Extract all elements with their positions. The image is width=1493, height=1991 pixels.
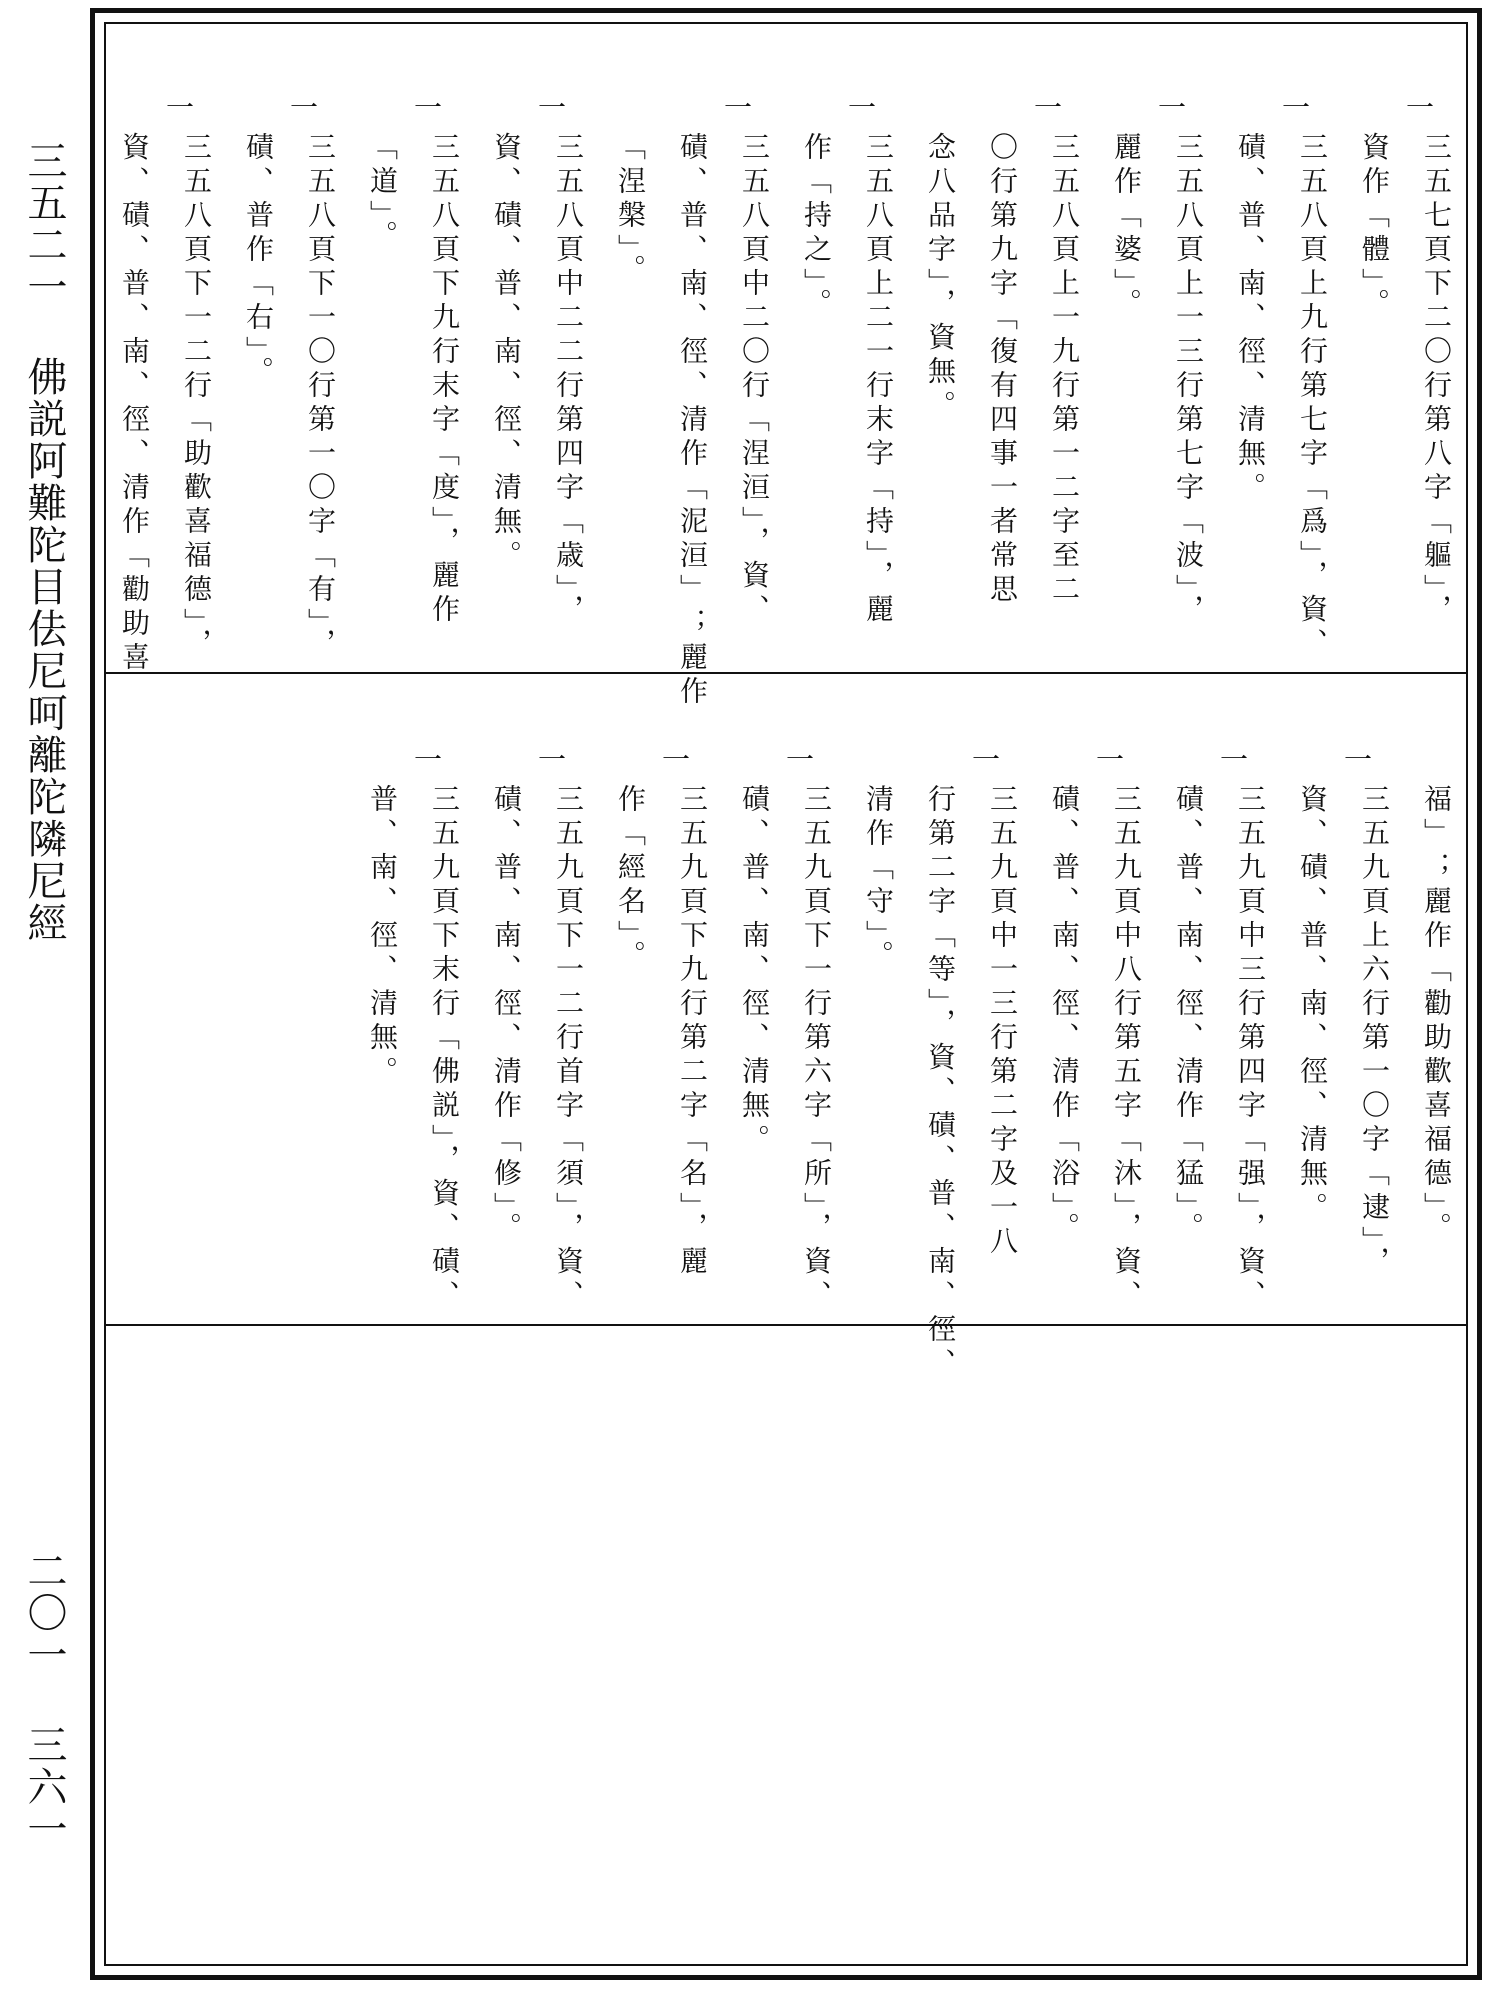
note-bullet: 一	[786, 743, 815, 776]
note-column	[1274, 674, 1334, 1324]
note-text: 磧、普、南、徑、清作「猛」。	[1172, 784, 1205, 1246]
note-column	[96, 22, 156, 676]
note-bullet: 一	[724, 91, 753, 124]
note-column	[778, 674, 838, 1324]
note-text: 三五九頁中八行第五字「沐」，資、	[1110, 784, 1143, 1314]
note-column	[1212, 22, 1272, 672]
note-text: 磧、普作「右」。	[242, 132, 275, 390]
note-text: 〇行第九字「復有四事一者常思	[986, 132, 1019, 608]
note-text: 行第二字「等」，資、磧、普、南、徑、	[924, 784, 957, 1382]
note-column	[1088, 674, 1148, 1324]
note-text: 資、磧、普、南、徑、清作「勸助喜	[118, 132, 151, 676]
note-bullet: 一	[848, 91, 877, 124]
note-column	[530, 674, 590, 1324]
note-bullet: 一	[166, 91, 195, 124]
note-text: 三五八頁上一九行第一二字至二	[1048, 132, 1081, 608]
note-text: 磧、普、南、徑、清作「浴」。	[1048, 784, 1081, 1246]
note-column	[1088, 22, 1148, 672]
note-column	[902, 674, 962, 1382]
note-column	[778, 22, 838, 672]
note-text: 三五九頁下末行「佛説」，資、磧、	[428, 784, 461, 1314]
note-text: 磧、普、南、徑、清作「修」。	[490, 784, 523, 1246]
note-text: 三五九頁下一二行首字「須」，資、	[552, 784, 585, 1314]
note-text: 三五七頁下二〇行第八字「軀」，	[1420, 132, 1453, 628]
note-bullet: 一	[290, 91, 319, 124]
note-text: 念八品字」，資無。	[924, 132, 957, 424]
note-column	[840, 674, 900, 1324]
note-text: 磧、普、南、徑、清無。	[738, 784, 771, 1158]
note-column	[1336, 674, 1396, 1324]
note-column	[1274, 22, 1334, 672]
note-column	[964, 22, 1024, 672]
note-text: 資作「體」。	[1358, 132, 1391, 322]
note-text: 作「持之」。	[800, 132, 833, 322]
note-text: 三五八頁上一三行第七字「波」，	[1172, 132, 1205, 628]
page-number: 二〇一 三六一	[21, 1550, 67, 1850]
note-column	[344, 22, 404, 672]
note-column	[1026, 22, 1086, 672]
note-text: 三五八頁下一〇行第一〇字「有」，	[304, 132, 337, 662]
note-column	[716, 22, 776, 672]
note-bullet: 一	[1220, 743, 1249, 776]
note-column	[1398, 22, 1458, 672]
note-bullet: 一	[662, 743, 691, 776]
note-column	[158, 22, 218, 672]
note-bullet: 一	[1406, 91, 1435, 124]
note-text: 麗作「婆」。	[1110, 132, 1143, 322]
note-bullet: 一	[538, 743, 567, 776]
note-column	[654, 674, 714, 1324]
note-column	[654, 22, 714, 710]
note-column	[1398, 674, 1458, 1324]
note-text: 作「經名」。	[614, 784, 647, 974]
note-text: 三五八頁下九行末字「度」，麗作	[428, 132, 461, 628]
note-text: 三五九頁上六行第一〇字「逮」，	[1358, 784, 1391, 1280]
note-text: 資、磧、普、南、徑、清無。	[1296, 784, 1329, 1226]
section-divider-bottom	[104, 1324, 1468, 1326]
running-title: 三五二一 佛説阿難陀目佉尼呵離陀隣尼經	[21, 140, 67, 944]
notes-section-bottom	[104, 674, 1468, 1382]
note-column	[1026, 674, 1086, 1324]
note-column	[530, 22, 590, 672]
note-text: 三五八頁上九行第七字「爲」，資、	[1296, 132, 1329, 662]
note-bullet: 一	[1344, 743, 1373, 776]
note-text: 三五九頁下九行第二字「名」，麗	[676, 784, 709, 1280]
note-column	[1150, 22, 1210, 672]
note-bullet: 一	[414, 91, 443, 124]
note-column	[282, 22, 342, 672]
note-text: 「道」。	[366, 132, 399, 254]
note-column	[1336, 22, 1396, 672]
note-text: 福」；麗作「勸助歡喜福德」。	[1420, 784, 1453, 1246]
note-text: 普、南、徑、清無。	[366, 784, 399, 1090]
note-column	[344, 674, 404, 1324]
note-bullet: 一	[1034, 91, 1063, 124]
note-text: 三五八頁下一二行「助歡喜福德」，	[180, 132, 213, 662]
note-column	[468, 22, 528, 672]
note-bullet: 一	[1158, 91, 1187, 124]
note-column	[716, 674, 776, 1324]
note-text: 三五九頁中一三行第二字及一八	[986, 784, 1019, 1260]
note-column	[406, 22, 466, 672]
note-column	[840, 22, 900, 672]
note-column	[592, 22, 652, 672]
note-text: 清作「守」。	[862, 784, 895, 974]
note-column	[1150, 674, 1210, 1324]
note-bullet: 一	[1282, 91, 1311, 124]
notes-section-top	[104, 22, 1468, 710]
note-bullet: 一	[972, 743, 1001, 776]
note-bullet: 一	[414, 743, 443, 776]
note-column	[902, 22, 962, 672]
note-column	[468, 674, 528, 1324]
note-text: 「涅槃」。	[614, 132, 647, 288]
note-column	[406, 674, 466, 1324]
note-text: 磧、普、南、徑、清無。	[1234, 132, 1267, 506]
note-column	[220, 22, 280, 672]
note-bullet: 一	[538, 91, 567, 124]
note-text: 資、磧、普、南、徑、清無。	[490, 132, 523, 574]
note-text: 三五九頁中三行第四字「强」，資、	[1234, 784, 1267, 1314]
note-text: 三五八頁中二二行第四字「歳」，	[552, 132, 585, 628]
note-column	[592, 674, 652, 1324]
note-text: 磧、普、南、徑、清作「泥洹」；麗作	[676, 132, 709, 710]
note-text: 三五八頁中二〇行「涅洹」，資、	[738, 132, 771, 628]
note-column	[964, 674, 1024, 1324]
note-text: 三五九頁下一行第六字「所」，資、	[800, 784, 833, 1314]
note-bullet: 一	[1096, 743, 1125, 776]
note-column	[1212, 674, 1272, 1324]
note-text: 三五八頁上二一行末字「持」，麗	[862, 132, 895, 628]
